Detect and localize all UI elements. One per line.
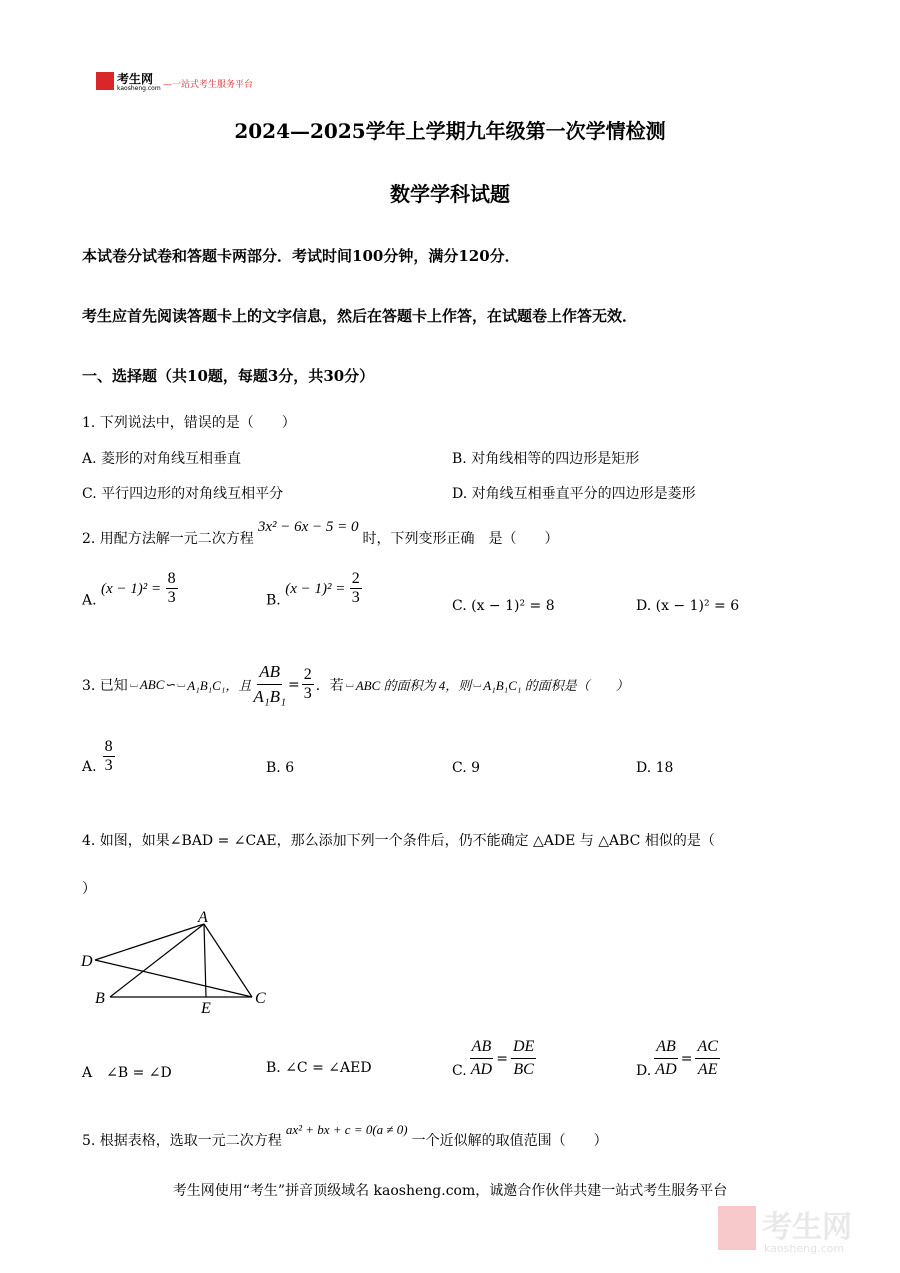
text: 3. 已知	[82, 677, 128, 694]
math: ABC∽	[139, 676, 176, 692]
q3-option-a	[82, 738, 115, 775]
option-label: D.	[636, 1062, 652, 1079]
page-subtitle: 数学学科试题	[390, 182, 510, 206]
numerator: 8	[104, 738, 113, 755]
q2-option-b	[266, 570, 362, 619]
logo-icon	[96, 72, 114, 90]
watermark-text: 考生网	[762, 1210, 852, 1245]
line-ba	[110, 924, 204, 997]
label-b: B	[95, 990, 105, 1007]
label-c: C	[255, 990, 266, 1007]
q4-option-a: A ∠B = ∠D	[82, 1065, 172, 1081]
numerator: AB	[654, 1036, 678, 1059]
numerator: AB	[257, 660, 282, 685]
line-dc	[95, 960, 252, 997]
math: ABC 的面积为 4，则	[355, 678, 472, 693]
equals: =	[680, 1050, 693, 1067]
exam-page: 考生网 kaosheng.com —一站式考生服务平台 2024—2025学年上学期九年级第一次学情检测 数学学科试题 本试卷分试卷和答题卡两部分．考试时间100分钟，满分120分． 考生应首先阅读答题卡上的文字信息，然后在答题卡上作答，在试题卷上作答无效． 一、选择题（共10题，每题3分，共30分） 1. 下列说法中，错误的是（ ） A. 菱形的对角线互相垂直 B. 对角线相等的四边形是矩形 C. 平行四边形的对角线互相平分 D. 对角线互相垂直平分的四边形是菱形 2. 用配方法解一元二次方程 3x² − 6x − 5 = 0 时，下列变形正确 是（ ） A. (x − 1)² = $\frac{8}{3}$ B. (x − 1)² = $\frac{2}{3}$ C. (x − 1)² = 8 D. (x − 1)² = 6 3. 已知 ⌴ ABC∽ ⌴ A₁B₁C₁，且 $\frac{AB}{\text{A₁B₁}}$ = $\frac{2}{3}$ ．若 ⌴ ABC 的面积为 4，则 ⌴ A₁B₁C₁ 的面积是（ ） A. $\frac{8}{3}$ B. 6 C. 9 D. 18 4. 如图，如果∠BAD = ∠CAE，那么添加下列一个条件后，仍不能确定 △ADE 与 △ABC 相似的是（ ） A D B E C A ∠B = ∠D B. ∠C = ∠AED C. $\frac{AB}{AD}$ = $\frac{DE}{BC}$ D. $\frac{AB}{AD}$ = $\frac{AC}{AE}$ 5. 根据表格，选取一元二次方程 ax² + bx + c = 0(a ≠ 0) 一个近似解的取值范围（ ） 考生网使用“考生”拼音顶级域名 kaosheng.com，诚邀合作伙伴共建一站式考生服务平台 考生网 kaosheng.com	[0, 0, 900, 1273]
denominator: 3	[303, 685, 312, 702]
option-label: C.	[452, 1062, 467, 1079]
option-label: A.	[82, 592, 97, 609]
numerator: DE	[511, 1036, 536, 1059]
q1-option-a: A. 菱形的对角线互相垂直	[82, 451, 242, 467]
denominator: AD	[470, 1061, 493, 1078]
section-heading: 一、选择题（共10题，每题3分，共30分）	[82, 367, 375, 385]
q1-option-c: C. 平行四边形的对角线互相平分	[82, 486, 284, 502]
math: A₁B₁C₁，且	[187, 678, 252, 693]
equals: =	[496, 1050, 508, 1067]
q2-option-d: D. (x − 1)² = 6	[636, 598, 740, 614]
math: A₁B₁C₁ 的面积是（ ）	[483, 678, 629, 693]
logo-sub: kaosheng.com	[117, 85, 161, 92]
q4-stem-close: ）	[82, 881, 96, 897]
numerator: AC	[695, 1036, 719, 1059]
q5-stem-post: 一个近似解的取值范围（ ）	[411, 1133, 608, 1149]
q1-option-d: D. 对角线互相垂直平分的四边形是菱形	[452, 486, 696, 502]
denominator: 3	[167, 589, 176, 606]
q4-stem: 4. 如图，如果∠BAD = ∠CAE，那么添加下列一个条件后，仍不能确定 △ADE 与 △ABC 相似的是（	[82, 833, 715, 849]
q2-equation: 3x² − 6x − 5 = 0	[257, 519, 359, 535]
logo-slogan: 一站式考生服务平台	[172, 80, 254, 90]
q3-stem: 3. 已知 ⌴ ABC∽ ⌴ A₁B₁C₁，且 $\frac{AB}{\text{A₁B₁}}$ = $\frac{2}{3}$ ．若 ⌴ ABC 的面积为 4，则 ⌴ A₁B₁C₁ 的面积是（ ）	[82, 660, 629, 709]
label-a: A	[198, 909, 208, 926]
page-title: 2024—2025学年上学期九年级第一次学情检测	[234, 119, 666, 143]
equals: =	[287, 676, 300, 693]
line-da	[95, 924, 204, 960]
q1-stem: 1. 下列说法中，错误的是（ ）	[82, 415, 296, 431]
denominator: BC	[513, 1061, 534, 1078]
q3-option-c: C. 9	[452, 760, 481, 776]
option-lhs: (x − 1)² =	[285, 580, 346, 597]
q3-option-b: B. 6	[266, 760, 295, 776]
option-lhs: (x − 1)² =	[101, 580, 162, 597]
q4-option-b: B. ∠C = ∠AED	[266, 1060, 372, 1076]
numerator: 2	[351, 570, 360, 587]
denominator: AE	[697, 1061, 718, 1078]
denominator: A₁B₁	[253, 687, 286, 706]
option-label: B.	[266, 592, 281, 609]
q2-stem-pre: 2. 用配方法解一元二次方程	[82, 531, 254, 547]
q4-option-d	[636, 1036, 720, 1081]
watermark-sub: kaosheng.com	[764, 1242, 845, 1255]
note-1: 本试卷分试卷和答题卡两部分．考试时间100分钟，满分120分．	[82, 247, 520, 265]
q5-stem-pre: 5. 根据表格，选取一元二次方程	[82, 1133, 282, 1149]
numerator: AB	[470, 1036, 494, 1059]
q1-option-b: B. 对角线相等的四边形是矩形	[452, 451, 640, 467]
denominator: 3	[104, 757, 113, 774]
numerator: 2	[303, 666, 312, 683]
watermark-icon	[718, 1206, 756, 1250]
q2-option-a	[82, 570, 178, 619]
q5-equation: ax² + bx + c = 0(a ≠ 0)	[285, 1122, 408, 1137]
q2-stem-post: 时，下列变形正确 是（ ）	[362, 531, 559, 547]
note-2: 考生应首先阅读答题卡上的文字信息，然后在答题卡上作答，在试题卷上作答无效．	[82, 307, 638, 325]
q2-option-c: C. (x − 1)² = 8	[452, 598, 555, 614]
q4-option-c	[452, 1036, 536, 1081]
label-d: D	[81, 953, 93, 970]
footer-text: 考生网使用“考生”拼音顶级域名 kaosheng.com，诚邀合作伙伴共建一站式考生服务平台	[172, 1183, 728, 1199]
text: ．若	[315, 677, 344, 694]
q5-stem	[82, 1122, 608, 1150]
numerator: 8	[167, 570, 176, 587]
line-ca	[204, 924, 252, 997]
q3-option-d: D. 18	[636, 760, 674, 776]
denominator: AD	[655, 1061, 677, 1078]
label-e: E	[201, 1000, 211, 1017]
denominator: 3	[351, 589, 360, 606]
option-label: A.	[82, 759, 97, 775]
q2-stem	[82, 519, 559, 548]
q4-figure	[75, 900, 275, 1020]
logo-text: 考生网	[117, 72, 154, 86]
